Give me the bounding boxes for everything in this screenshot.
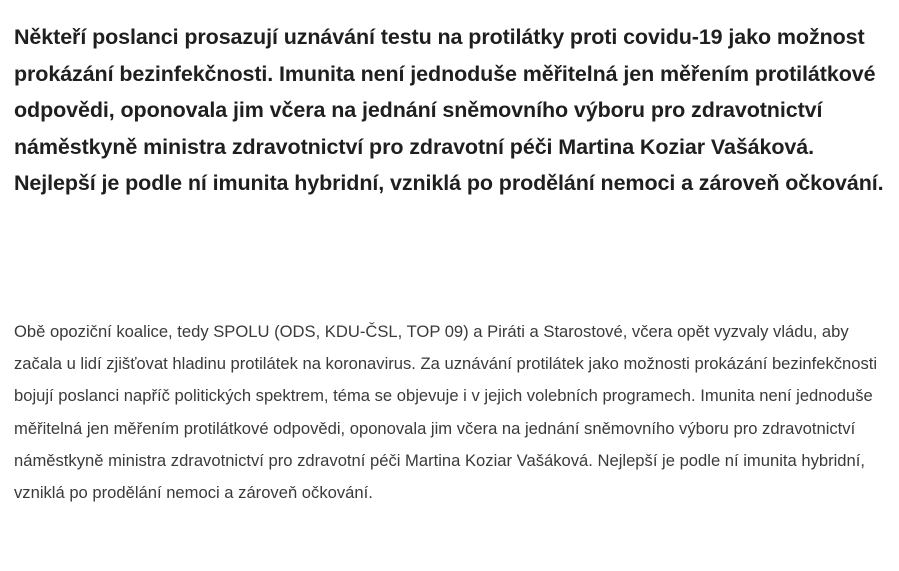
article-paragraph: Obě opoziční koalice, tedy SPOLU (ODS, KDU-ČSL, TOP 09) a Piráti a Starostové, včera opět vyzvaly vládu, aby začala u lidí zjišťovat hladinu protilátek na koronavirus. Za uznávání protilátek jako možnosti prokázání bezinfekčnosti bojují poslanci napříč politických spektrem, téma se objevuje i v jejich volebních programech. Imunita není jednoduše měřitelná jen měřením protilátkové odpovědi, oponovala jim včera na jednání sněmovního výboru pro zdravotnictví náměstkyně ministra zdravotnictví pro zdravotní péči Martina Koziar Vašáková. Nejlepší je podle ní imunita hybridní, vzniklá po prodělání nemoci a zároveň očkování. [14,322,878,503]
article [14,0,894,503]
article-lead: Někteří poslanci prosazují uznávání testu na protilátky proti covidu-19 jako možnost prokázání bezinfekčnosti. Imunita není jednoduše měřitelná jen měřením protilátkové odpovědi, oponovala jim včera na jednání sněmovního výboru pro zdravotnictví náměstkyně ministra zdravotnictví pro zdravotní péči Martina Koziar Vašáková. Nejlepší je podle ní imunita hybridní, vzniklá po prodělání nemoci a zároveň očkování. [14,25,884,195]
